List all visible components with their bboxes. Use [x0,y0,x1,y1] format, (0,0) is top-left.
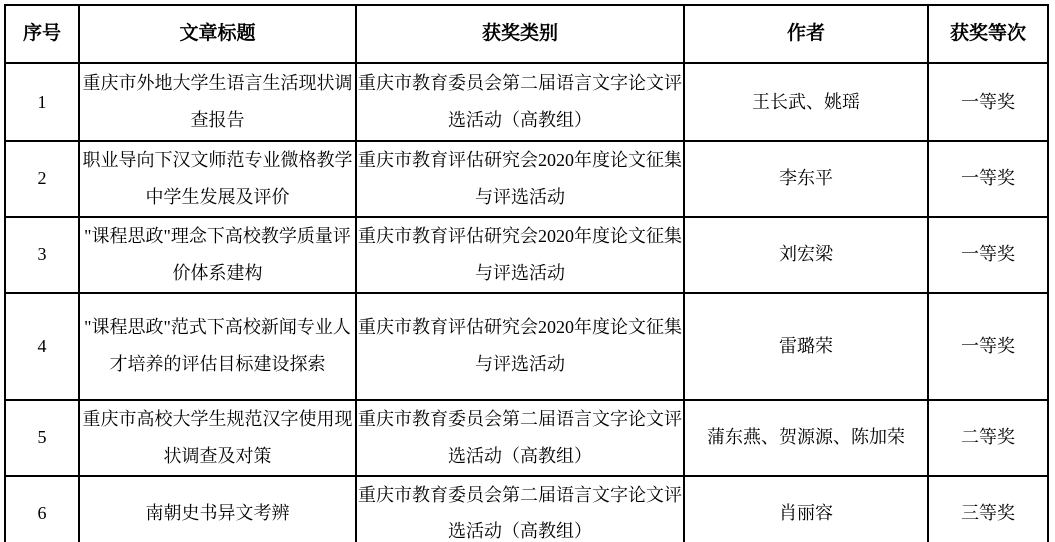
cell-title: 重庆市高校大学生规范汉字使用现状调查及对策 [79,400,356,476]
cell-category: 重庆市教育委员会第二届语言文字论文评选活动（高教组） [356,63,684,141]
cell-title: 职业导向下汉文师范专业微格教学中学生发展及评价 [79,141,356,217]
cell-no: 6 [5,476,79,542]
table-row [5,476,1048,542]
cell-category: 重庆市教育评估研究会2020年度论文征集与评选活动 [356,141,684,217]
cell-award: 一等奖 [928,63,1048,141]
column-header-title: 文章标题 [79,5,356,63]
cell-no: 4 [5,293,79,400]
cell-authors: 李东平 [684,141,928,217]
cell-no: 3 [5,217,79,293]
cell-authors: 雷璐荣 [684,293,928,400]
column-header-award: 获奖等次 [928,5,1048,63]
cell-authors: 肖丽容 [684,476,928,542]
cell-title: "课程思政"范式下高校新闻专业人才培养的评估目标建设探索 [79,293,356,400]
cell-no: 5 [5,400,79,476]
cell-award: 三等奖 [928,476,1048,542]
table-row [5,400,1048,476]
column-header-authors: 作者 [684,5,928,63]
cell-category: 重庆市教育评估研究会2020年度论文征集与评选活动 [356,217,684,293]
cell-category: 重庆市教育委员会第二届语言文字论文评选活动（高教组） [356,476,684,542]
cell-authors: 刘宏梁 [684,217,928,293]
cell-award: 一等奖 [928,293,1048,400]
table-row [5,217,1048,293]
cell-award: 二等奖 [928,400,1048,476]
cell-no: 1 [5,63,79,141]
column-header-category: 获奖类别 [356,5,684,63]
cell-authors: 王长武、姚瑶 [684,63,928,141]
cell-category: 重庆市教育评估研究会2020年度论文征集与评选活动 [356,293,684,400]
cell-no: 2 [5,141,79,217]
cell-authors: 蒲东燕、贺源源、陈加荣 [684,400,928,476]
cell-title: "课程思政"理念下高校教学质量评价体系建构 [79,217,356,293]
award-table [4,4,1049,542]
table-row [5,141,1048,217]
cell-category: 重庆市教育委员会第二届语言文字论文评选活动（高教组） [356,400,684,476]
cell-title: 重庆市外地大学生语言生活现状调查报告 [79,63,356,141]
column-header-no: 序号 [5,5,79,63]
cell-award: 一等奖 [928,217,1048,293]
cell-title: 南朝史书异文考辨 [79,476,356,542]
table-row [5,63,1048,141]
table-header-row [5,5,1048,63]
table-row [5,293,1048,400]
cell-award: 一等奖 [928,141,1048,217]
